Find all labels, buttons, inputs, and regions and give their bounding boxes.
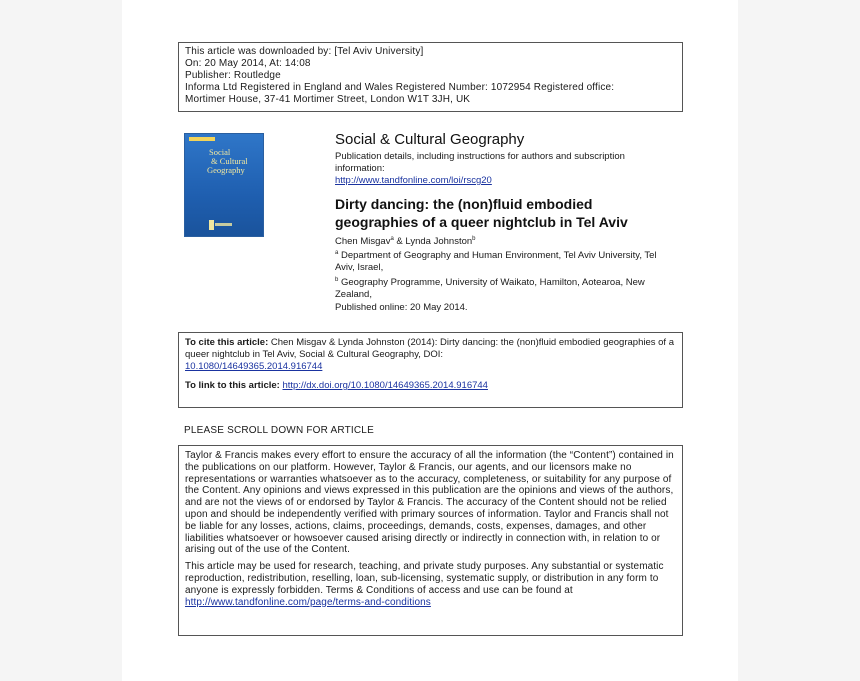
- citation-box: [178, 332, 683, 408]
- disclaimer-paragraph: Taylor & Francis makes every effort to ensure the accuracy of all the information (the “Content”) contained in the publications on our platform. However, Taylor & Francis, our agents, and our licensors make no representations or warranties whatsoever as to the accuracy, completeness, or suitability for any purpose of the Content. Any opinions and views expressed in this publication are the opinions and views of the authors, and are not the views of or endorsed by Taylor & Francis. The accuracy of the Content should not be relied upon and should be independently verified with primary sources of information. Taylor and Francis shall not be liable for any losses, actions, claims, proceedings, demands, costs, expenses, damages, and other liabilities whatsoever or howsoever caused arising directly or indirectly in connection with, in relation to or arising out of the use of the Content.: [185, 450, 674, 556]
- affiliation-b: [335, 277, 670, 301]
- published-date: Published online: 20 May 2014.: [335, 302, 468, 313]
- publication-details: [335, 151, 665, 187]
- cover-title-line: Social: [209, 147, 231, 157]
- author-affil-sup: b: [472, 235, 476, 242]
- author-affil-sup: a: [390, 235, 394, 242]
- download-line: Informa Ltd Registered in England and Wales Registered Number: 1072954 Registered office:: [185, 82, 615, 93]
- link-row: [185, 380, 676, 392]
- disclaimer-paragraph: [185, 561, 676, 608]
- article-title: Dirty dancing: the (non)fluid embodied geographies of a queer nightclub in Tel Aviv: [335, 196, 628, 230]
- publication-details-text: Publication details, including instructions for authors and subscription information:: [335, 151, 625, 174]
- cover-title-line: & Cultural: [211, 156, 248, 166]
- cover-strip: [189, 137, 215, 141]
- author-separator: &: [393, 236, 406, 247]
- download-line: Mortimer House, 37-41 Mortimer Street, London W1T 3JH, UK: [185, 94, 471, 105]
- download-line: Publisher: Routledge: [185, 70, 281, 81]
- cite-text: Chen Misgav & Lynda Johnston (2014): Dirty dancing: the (non)fluid embodied geographies of a queer nightclub in Tel Aviv, Social & Cultural Geography, DOI:: [185, 337, 674, 360]
- routledge-logo-icon: [209, 220, 233, 230]
- author-name: Lynda Johnston: [405, 236, 473, 247]
- journal-url-link[interactable]: http://www.tandfonline.com/loi/rscg20: [335, 175, 492, 186]
- authors: [335, 236, 476, 248]
- cite-label: To cite this article:: [185, 337, 269, 348]
- article-url-link[interactable]: http://dx.doi.org/10.1080/14649365.2014.916744: [282, 380, 488, 391]
- download-info-box: [178, 42, 683, 112]
- journal-cover-image: [184, 133, 264, 237]
- affiliation-text: Geography Programme, University of Waikato, Hamilton, Aotearoa, New Zealand,: [335, 277, 645, 300]
- terms-text: This article may be used for research, teaching, and private study purposes. Any substantial or systematic reproduction, redistribution, reselling, loan, sub-licensing, systematic supply, or distribution in any form to anyone is expressly forbidden. Terms & Conditions of access and use can be found at: [185, 561, 664, 596]
- link-label: To link to this article:: [185, 380, 283, 391]
- terms-link[interactable]: http://www.tandfonline.com/page/terms-and-conditions: [185, 596, 431, 608]
- affiliation-text: Department of Geography and Human Environment, Tel Aviv University, Tel Aviv, Israel,: [335, 250, 657, 273]
- affiliation-sup: a: [335, 249, 339, 256]
- cover-title-line: Geography: [207, 165, 245, 175]
- affiliation-sup: b: [335, 276, 339, 283]
- author-name: Chen Misgav: [335, 236, 391, 247]
- journal-title: Social & Cultural Geography: [335, 131, 525, 148]
- citation-text: [185, 337, 676, 373]
- affiliation-a: [335, 250, 670, 274]
- download-line: On: 20 May 2014, At: 14:08: [185, 58, 311, 69]
- doi-link[interactable]: 10.1080/14649365.2014.916744: [185, 361, 323, 372]
- scroll-note: PLEASE SCROLL DOWN FOR ARTICLE: [184, 425, 374, 436]
- disclaimer-box: [178, 445, 683, 636]
- download-line: This article was downloaded by: [Tel Aviv University]: [185, 46, 424, 57]
